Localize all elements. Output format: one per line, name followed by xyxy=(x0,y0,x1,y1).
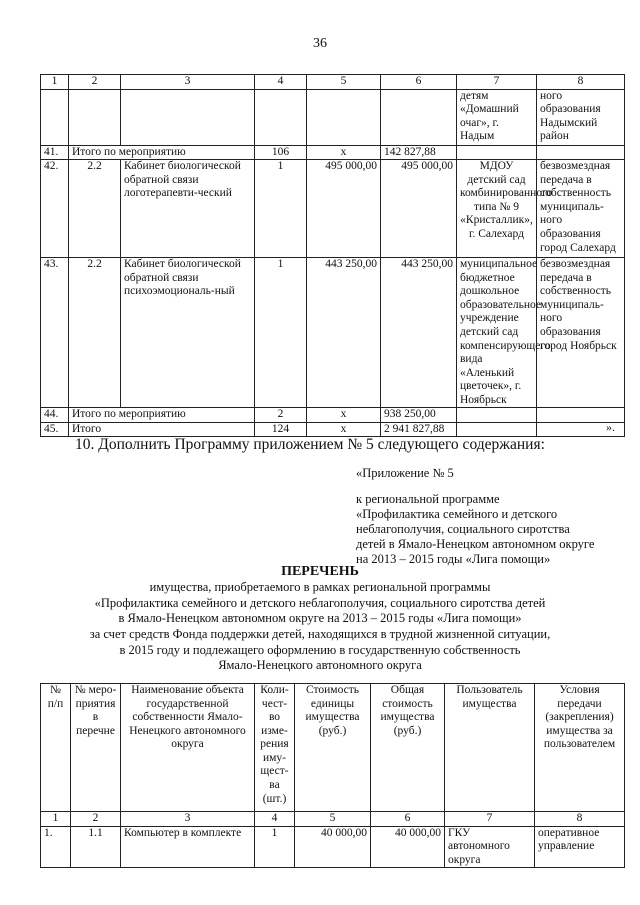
column-number-row xyxy=(41,75,625,90)
table-row xyxy=(41,258,625,408)
property-table-continued xyxy=(40,74,625,437)
subtitle-line: в Ямало-Ненецком автономном округе на 2013 – 2015 годы «Лига помощи» xyxy=(118,611,522,626)
col-num: 8 xyxy=(537,75,625,90)
total-cell: 2 941 827,88 xyxy=(381,422,457,437)
item-name: Компьютер в комплекте xyxy=(121,826,255,868)
unit-cost-cell: х xyxy=(307,145,381,160)
page-number: 36 xyxy=(313,36,327,51)
col-num: 7 xyxy=(457,75,537,90)
row-number: 44. xyxy=(41,408,69,423)
column-header: Наименование объекта государственной собственности Ямало-Ненецкого автономного округа xyxy=(121,684,255,812)
table-row xyxy=(41,826,625,868)
subtotal-label: Итого по мероприятию xyxy=(69,408,255,423)
col-num: 2 xyxy=(69,75,121,90)
row-number: 41. xyxy=(41,145,69,160)
total-cell: 40 000,00 xyxy=(371,826,445,868)
qty-cell: 2 xyxy=(255,408,307,423)
col-num: 3 xyxy=(121,75,255,90)
unit-cost-cell: 443 250,00 xyxy=(307,258,381,408)
col-num: 7 xyxy=(445,812,535,827)
table-row xyxy=(41,89,625,145)
total-cell: 142 827,88 xyxy=(381,145,457,160)
item-name: Кабинет биологической обратной связи психоэмоциональ-ный xyxy=(121,258,255,408)
unit-cost-cell: 495 000,00 xyxy=(307,160,381,258)
user-cell: МДОУ детский сад комбинированного типа № 9 «Кристаллик», г. Салехард xyxy=(457,160,537,258)
appendix-title: «Приложение № 5 xyxy=(356,466,454,480)
subtitle-line: «Профилактика семейного и детского неблагополучия, социального сиротства детей xyxy=(94,595,546,610)
col-num: 8 xyxy=(535,812,625,827)
unit-cost-cell: х xyxy=(307,422,381,437)
subtitle-line: имущества, приобретаемого в рамках региональной программы xyxy=(149,580,491,594)
column-header: № меро-приятия в перечне xyxy=(71,684,121,812)
activity-number: 1.1 xyxy=(71,826,121,868)
amendment-paragraph: 10. Дополнить Программу приложением № 5 следующего содержания: xyxy=(75,436,545,453)
user-cell: муниципальное бюджетное дошкольное образовательное учреждение детский сад компенсирующего вида «Аленький цветочек», г. Ноябрьск xyxy=(457,258,537,408)
list-subtitle xyxy=(0,580,640,674)
table-row xyxy=(41,408,625,423)
col-num: 4 xyxy=(255,812,295,827)
activity-number: 2.2 xyxy=(69,258,121,408)
user-cell: детям «Домашний очаг», г. Надым xyxy=(457,89,537,145)
col-num: 1 xyxy=(41,75,69,90)
total-cell: 443 250,00 xyxy=(381,258,457,408)
col-num: 6 xyxy=(381,75,457,90)
qty-cell: 106 xyxy=(255,145,307,160)
qty-cell: 1 xyxy=(255,826,295,868)
col-num: 1 xyxy=(41,812,71,827)
col-num: 6 xyxy=(371,812,445,827)
property-list-table xyxy=(40,683,625,868)
subtitle-line: за счет средств Фонда поддержки детей, находящихся в трудной жизненной ситуации, xyxy=(89,626,551,641)
row-number: 45. xyxy=(41,422,69,437)
subtotal-label: Итого по мероприятию xyxy=(69,145,255,160)
total-cell: 495 000,00 xyxy=(381,160,457,258)
appendix-line: неблагополучия, социального сиротства xyxy=(356,522,570,536)
item-name: Кабинет биологической обратной связи логотерапевти-ческий xyxy=(121,160,255,258)
row-number: 1. xyxy=(41,826,71,868)
column-number-row xyxy=(41,812,625,827)
appendix-line: детей в Ямало-Ненецком автономном округе xyxy=(356,537,595,551)
appendix-line: «Профилактика семейного и детского xyxy=(356,507,558,521)
row-number: 42. xyxy=(41,160,69,258)
terms-cell: безвозмездная передача в собственность муниципаль-ного образования город Салехард xyxy=(537,160,625,258)
row-number: 43. xyxy=(41,258,69,408)
terms-cell: безвозмездная передача в собственность муниципаль-ного образования город Ноябрьск xyxy=(537,258,625,408)
col-num: 2 xyxy=(71,812,121,827)
column-header: Общая стоимость имущества (руб.) xyxy=(371,684,445,812)
table-row xyxy=(41,145,625,160)
column-header: Пользователь имущества xyxy=(445,684,535,812)
subtitle-line: Ямало-Ненецкого автономного округа xyxy=(218,658,422,673)
activity-number: 2.2 xyxy=(69,160,121,258)
col-num: 4 xyxy=(255,75,307,90)
unit-cost-cell: 40 000,00 xyxy=(295,826,371,868)
column-header: Стоимость единицы имущества (руб.) xyxy=(295,684,371,812)
col-num: 3 xyxy=(121,812,255,827)
column-header: № п/п xyxy=(41,684,71,812)
col-num: 5 xyxy=(295,812,371,827)
terms-cell: оперативное управление xyxy=(535,826,625,868)
header-row xyxy=(41,684,625,812)
total-label: Итого xyxy=(69,422,255,437)
column-header: Коли-чест-во изме-рения иму-щест-ва (шт.) xyxy=(255,684,295,812)
unit-cost-cell: х xyxy=(307,408,381,423)
subtitle-line: в 2015 году и подлежащего оформлению в государственную собственность xyxy=(119,642,521,657)
closing-quote: ». xyxy=(606,420,615,434)
col-num: 5 xyxy=(307,75,381,90)
column-header: Условия передачи (закрепления) имущества за пользователем xyxy=(535,684,625,812)
terms-cell: ного образования Надымский район xyxy=(537,89,625,145)
appendix-line: к региональной программе xyxy=(356,492,500,506)
appendix-line: на 2013 – 2015 годы «Лига помощи» xyxy=(356,552,551,566)
user-cell: ГКУ автономного округа xyxy=(445,826,535,868)
qty-cell: 1 xyxy=(255,160,307,258)
list-title: ПЕРЕЧЕНЬ xyxy=(281,564,359,579)
table-row xyxy=(41,160,625,258)
qty-cell: 124 xyxy=(255,422,307,437)
table-row xyxy=(41,422,625,437)
qty-cell: 1 xyxy=(255,258,307,408)
total-cell: 938 250,00 xyxy=(381,408,457,423)
